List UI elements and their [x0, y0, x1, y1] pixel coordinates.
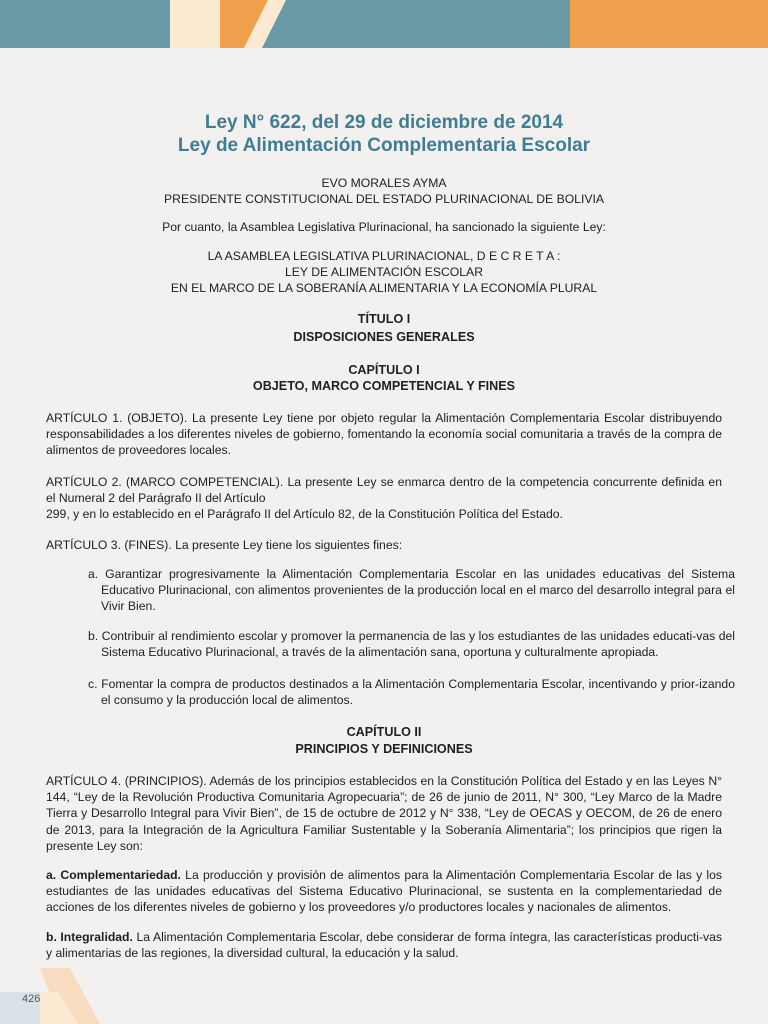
law-subtitle: Ley de Alimentación Complementaria Escolar	[177, 135, 591, 156]
chapter-1-name: OBJETO, MARCO COMPETENCIAL Y FINES	[252, 379, 516, 393]
footer-corner-decoration	[0, 968, 110, 1024]
fin-item-c: c. Fomentar la compra de productos destinados a la Alimentación Complementaria Escolar, incentivando y prior-izando el consumo y la producción local de alimentos.	[88, 677, 735, 708]
banner-segment-teal-left	[0, 0, 170, 48]
chapter-2-label: CAPÍTULO II	[346, 725, 422, 739]
header-banner	[0, 0, 768, 48]
article-3: ARTÍCULO 3. (FINES). La presente Ley tiene los siguientes fines:	[46, 538, 403, 552]
principle-a-term: a. Complementariedad.	[46, 868, 181, 882]
decreta-line-1: LA ASAMBLEA LEGISLATIVA PLURINACIONAL, D E C R E T A :	[207, 249, 561, 263]
fin-item-b: b. Contribuir al rendimiento escolar y promover la permanencia de las y los estudiantes de las unidades educati-vas del Sistema Educativo Plurinacional, a través de la alimentación sana, oportuna y culturalmente apropiada.	[88, 629, 735, 660]
law-title: Ley N° 622, del 29 de diciembre de 2014	[204, 112, 564, 133]
banner-segment-orange-right	[570, 0, 768, 48]
principle-a-text: La producción y provisión de alimentos para la Alimentación Complementaria Escolar de las y los estudiantes de las unidades educativas del Sistema Educativo Plurinacional, se sustenta en la complementariedad de acciones de los diferentes niveles de gobierno y los proveedores y/o productores locales y nacionales de alimentos.	[46, 868, 722, 915]
chapter-2-name: PRINCIPIOS Y DEFINICIONES	[295, 742, 473, 756]
decreta-line-2: LEY DE ALIMENTACIÓN ESCOLAR	[285, 265, 483, 279]
page-number: 426	[22, 993, 41, 1005]
article-2-line-2: 299, y en lo establecido en el Parágrafo II del Artículo 82, de la Constitución Política del Estado.	[46, 507, 563, 521]
article-1: ARTÍCULO 1. (OBJETO). La presente Ley tiene por objeto regular la Alimentación Complementaria Escolar distribuyendo responsabilidades a los diferentes niveles de gobierno, fomentando la economía social comunitaria a través de la compra de alimentos de proveedores locales.	[46, 411, 722, 458]
banner-segment-cream	[170, 0, 220, 48]
principle-b-term: b. Integralidad.	[46, 930, 133, 944]
principle-b-text: La Alimentación Complementaria Escolar, debe considerar de forma íntegra, las características producti-vas y alimentarias de las regiones, la diversidad cultural, la educación y la salud.	[46, 930, 722, 961]
fin-item-a: a. Garantizar progresivamente la Alimentación Complementaria Escolar en las unidades educativas del Sistema Educativo Plurinacional, con alimentos provenientes de la producción local en el marco del desarrollo integral para el Vivir Bien.	[88, 567, 735, 614]
chapter-1-label: CAPÍTULO I	[348, 363, 420, 377]
banner-segment-teal-mid	[262, 0, 570, 48]
por-cuanto-text: Por cuanto, la Asamblea Legislativa Plurinacional, ha sancionado la siguiente Ley:	[162, 220, 606, 234]
article-2-line-1: ARTÍCULO 2. (MARCO COMPETENCIAL). La presente Ley se enmarca dentro de la competencia concurrente definida en el Numeral 2 del Parágrafo II del Artículo	[46, 475, 722, 506]
signer-role: PRESIDENTE CONSTITUCIONAL DEL ESTADO PLURINACIONAL DE BOLIVIA	[164, 192, 604, 206]
principle-b	[46, 929, 722, 961]
article-4: ARTÍCULO 4. (PRINCIPIOS). Además de los principios establecidos en la Constitución Política del Estado y en las Leyes N° 144, “Ley de la Revolución Productiva Comunitaria Agropecuaria”; de 26 de junio de 2011, N° 300, “Ley Marco de la Madre Tierra y Desarrollo Integral para Vivir Bien”, de 15 de octubre de 2012 y N° 338, “Ley de OECAS y OECOM, de 26 de enero de 2013, para la Integración de la Agricultura Familiar Sustentable y la Soberanía Alimentaria”; los principios que rigen la presente Ley son:	[46, 774, 722, 853]
titulo-name: DISPOSICIONES GENERALES	[293, 330, 475, 344]
decreta-line-3: EN EL MARCO DE LA SOBERANÍA ALIMENTARIA Y LA ECONOMÍA PLURAL	[170, 281, 598, 295]
titulo-label: TÍTULO I	[357, 312, 411, 326]
signer-name: EVO MORALES AYMA	[321, 176, 447, 190]
principle-a	[46, 867, 722, 916]
